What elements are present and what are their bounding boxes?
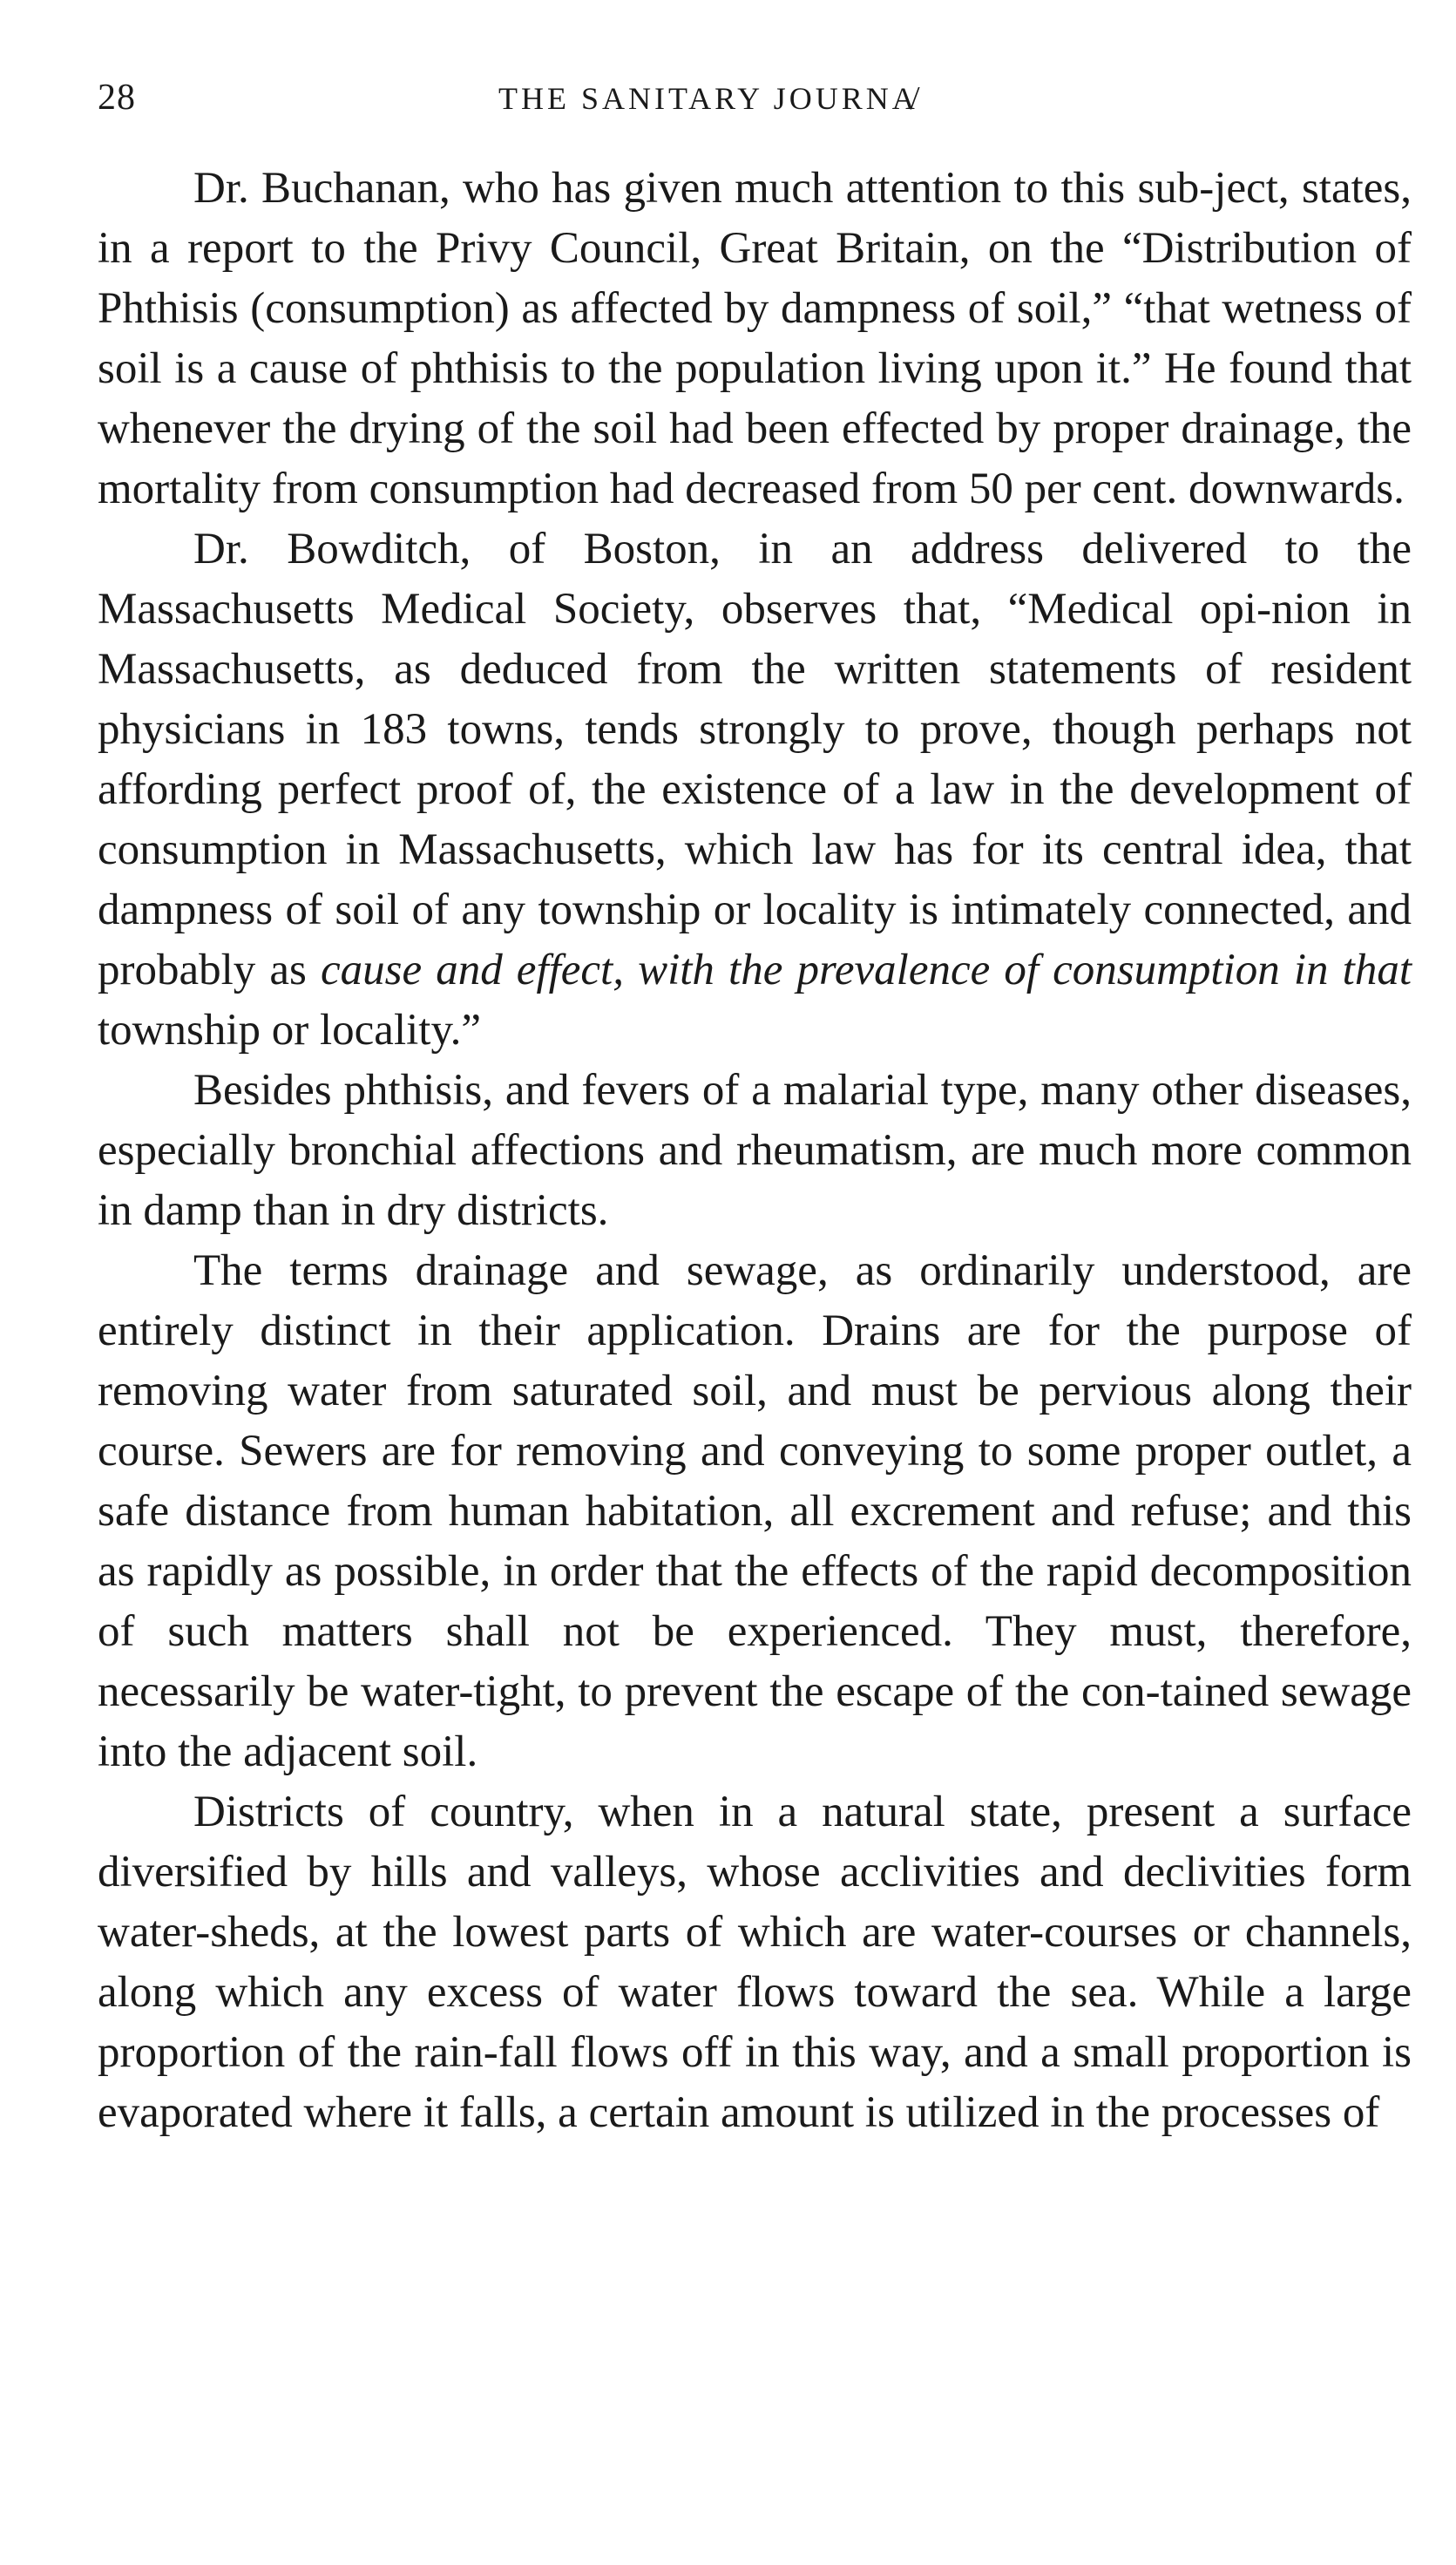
paragraph-bowditch-italic: cause and effect, with the prevalence of consumption in that (320, 946, 1412, 994)
body-text (98, 159, 1412, 2143)
paragraph-bowditch (98, 519, 1412, 1061)
paragraph-bowditch-end: township or locality.” (98, 1006, 482, 1055)
journal-title: THE SANITARY JOURNA̸ (498, 81, 918, 116)
running-head (98, 77, 1413, 129)
paragraph-drainage-sewage: The terms drainage and sewage, as ordinarily understood, are entirely distinct in their application. Drains are for the purpose of removing water from saturated soil, and must be pervious along their course. Sewers are for removing and conveying to some proper outlet, a safe distance from human habitation, all excrement and refuse; and this as rapidly as possible, in order that the effects of the rapid decomposition of such matters shall not be experienced. They must, therefore, necessarily be water-tight, to prevent the escape of the con-tained sewage into the adjacent soil. (98, 1246, 1412, 1776)
paragraph-buchanan: Dr. Buchanan, who has given much attention to this sub-ject, states, in a report to the Privy Council, Great Britain, on the “Distribution of Phthisis (consumption) as affected by dampness of soil,” “that wetness of soil is a cause of phthisis to the population living upon it.” He found that whenever the drying of the soil had been effected by proper drainage, the mortality from consumption had decreased from 50 per cent. downwards. (98, 164, 1412, 513)
paragraph-diseases: Besides phthisis, and fevers of a malarial type, many other diseases, especially bronchial affections and rheumatism, are much more common in damp than in dry districts. (98, 1066, 1412, 1235)
paragraph-districts: Districts of country, when in a natural state, present a surface diversified by hills and valleys, whose acclivities and declivities form water-sheds, at the lowest parts of which are water-courses or channels, along which any excess of water flows toward the sea. While a large proportion of the rain-fall flows off in this way, and a small proportion is evaporated where it falls, a certain amount is utilized in the processes of (98, 1788, 1412, 2137)
page-number: 28 (98, 78, 136, 118)
paragraph-bowditch-text: Dr. Bowditch, of Boston, in an address delivered to the Massachusetts Medical Society, observes that, “Medical opi-nion in Massachusetts, as deduced from the written statements of resident physicians in 183 towns, tends strongly to prove, though perhaps not affording perfect proof of, the existence of a law in the development of consumption in Massachusetts, which law has for its central idea, that dampness of soil of any township or locality is intimately connected, and probably as (98, 525, 1412, 994)
